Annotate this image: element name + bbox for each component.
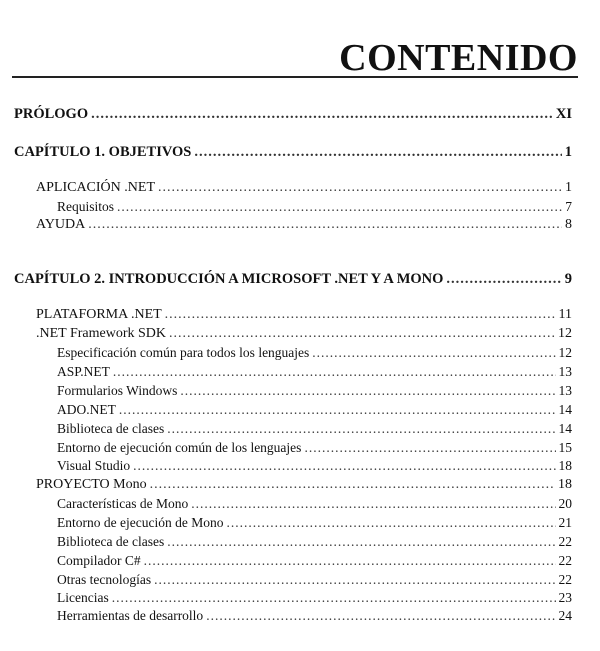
toc-page: 22: [558, 534, 572, 549]
toc-label: AYUDA: [36, 217, 86, 232]
toc-entry-entorno-mono[interactable]: [57, 515, 572, 531]
toc-entry-net-framework-sdk[interactable]: [36, 326, 572, 342]
toc-entry-ayuda[interactable]: [36, 217, 572, 233]
toc-label: Entorno de ejecución de Mono: [57, 515, 224, 530]
toc-page: 18: [558, 477, 572, 492]
toc-page: 14: [558, 402, 572, 417]
toc-page: 14: [558, 421, 572, 436]
toc-entry-licencias[interactable]: [57, 590, 572, 606]
toc-entry-caracteristicas-mono[interactable]: [57, 496, 572, 512]
toc-label: PRÓLOGO: [14, 106, 89, 122]
toc-page: 22: [558, 553, 572, 568]
toc-page: 24: [558, 608, 572, 623]
leader-dots: [206, 608, 555, 624]
toc-label: APLICACIÓN .NET: [36, 180, 155, 195]
toc-page: 12: [558, 345, 572, 360]
leader-dots: [226, 515, 555, 531]
toc-label: Requisitos: [57, 199, 115, 214]
leader-dots: [304, 440, 555, 456]
toc-label: Visual Studio: [57, 458, 131, 473]
leader-dots: [167, 421, 555, 437]
toc-page: 13: [558, 364, 572, 379]
toc-page: 15: [558, 440, 572, 455]
toc-label: CAPÍTULO 2. INTRODUCCIÓN A MICROSOFT .NET Y A MONO: [14, 271, 444, 287]
toc-page: 7: [565, 199, 572, 214]
toc-entry-visual-studio[interactable]: [57, 458, 572, 474]
toc-page: 18: [558, 458, 572, 473]
leader-dots: [133, 458, 555, 474]
toc-label: Herramientas de desarrollo: [57, 608, 204, 623]
toc-page: 23: [558, 590, 572, 605]
toc-entry-capitulo-2[interactable]: [14, 271, 572, 288]
toc-label: ASP.NET: [57, 364, 110, 379]
toc-label: Otras tecnologías: [57, 572, 152, 587]
toc-entry-entorno-ejecucion[interactable]: [57, 440, 572, 456]
toc-entry-asp-net[interactable]: [57, 364, 572, 380]
toc-label: Biblioteca de clases: [57, 421, 165, 436]
leader-dots: [150, 477, 555, 493]
leader-dots: [88, 217, 562, 233]
toc-label: PROYECTO Mono: [36, 477, 147, 492]
leader-dots: [191, 496, 555, 512]
toc-page: 12: [558, 326, 572, 341]
toc-page: 20: [558, 496, 572, 511]
leader-dots: [180, 383, 555, 399]
toc-label: Compilador C#: [57, 553, 141, 568]
toc-page: 9: [564, 271, 572, 287]
leader-dots: [312, 345, 555, 361]
page-title: CONTENIDO: [339, 37, 578, 79]
toc-label: Biblioteca de clases: [57, 534, 165, 549]
toc-entry-requisitos[interactable]: [57, 199, 572, 215]
toc-entry-especificacion[interactable]: [57, 345, 572, 361]
leader-dots: [144, 553, 556, 569]
leader-dots: [167, 534, 555, 550]
leader-dots: [165, 307, 556, 323]
toc-page: 8: [565, 217, 572, 232]
toc-entry-formularios-windows[interactable]: [57, 383, 572, 399]
toc-page: 1: [564, 144, 572, 160]
toc-entry-biblioteca-clases-mono[interactable]: [57, 534, 572, 550]
toc-entry-plataforma-net[interactable]: [36, 307, 572, 323]
toc-label: Especificación común para todos los lenguajes: [57, 345, 310, 360]
leader-dots: [117, 199, 562, 215]
toc-entry-capitulo-1[interactable]: [14, 144, 572, 161]
toc-entry-ado-net[interactable]: [57, 402, 572, 418]
leader-dots: [158, 180, 562, 196]
toc-label: ADO.NET: [57, 402, 116, 417]
toc-entry-aplicacion-net[interactable]: [36, 180, 572, 196]
toc-label: Entorno de ejecución común de los lenguajes: [57, 440, 302, 455]
toc-page: 22: [558, 572, 572, 587]
title-rule: [12, 76, 578, 78]
leader-dots: [91, 106, 553, 123]
toc-entry-proyecto-mono[interactable]: [36, 477, 572, 493]
toc-page: XI: [555, 106, 572, 122]
toc-page: 21: [558, 515, 572, 530]
leader-dots: [112, 590, 556, 606]
leader-dots: [169, 326, 555, 342]
toc-entry-herramientas-desarrollo[interactable]: [57, 608, 572, 624]
toc-page: 11: [558, 307, 572, 322]
toc-entry-biblioteca-clases[interactable]: [57, 421, 572, 437]
toc-label: CAPÍTULO 1. OBJETIVOS: [14, 144, 192, 160]
leader-dots: [113, 364, 556, 380]
toc-page: 13: [558, 383, 572, 398]
toc-entry-otras-tecnologias[interactable]: [57, 572, 572, 588]
leader-dots: [154, 572, 555, 588]
leader-dots: [194, 144, 561, 161]
toc-label: Licencias: [57, 590, 109, 605]
toc-entry-prologo[interactable]: [14, 106, 572, 123]
leader-dots: [446, 271, 561, 288]
toc-entry-compilador-csharp[interactable]: [57, 553, 572, 569]
toc-label: PLATAFORMA .NET: [36, 307, 162, 322]
toc-label: .NET Framework SDK: [36, 326, 167, 341]
leader-dots: [119, 402, 556, 418]
toc-page: 1: [565, 180, 572, 195]
toc-label: Características de Mono: [57, 496, 189, 511]
toc-label: Formularios Windows: [57, 383, 178, 398]
